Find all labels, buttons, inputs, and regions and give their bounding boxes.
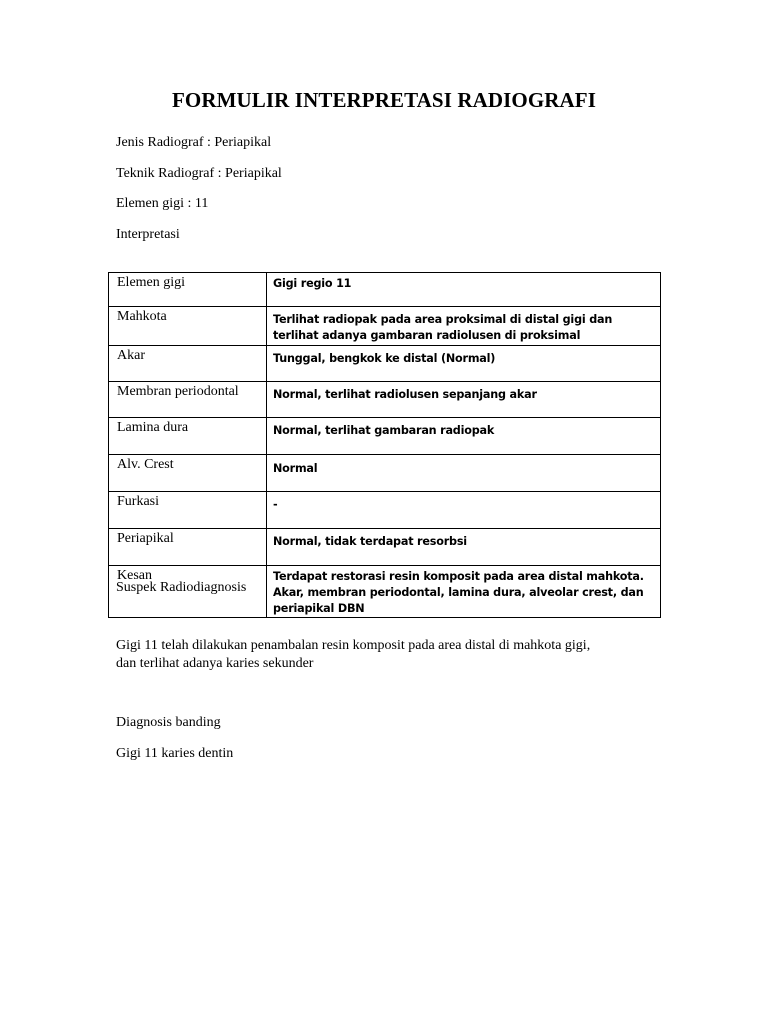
row-value: Terlihat radiopak pada area proksimal di distal gigi dan terlihat adanya gambaran radiolusen di proksimal — [267, 307, 661, 346]
row-value: Normal, tidak terdapat resorbsi — [267, 529, 661, 566]
elemen-gigi: Elemen gigi : 11 — [116, 196, 209, 211]
suspek-radiodiagnosis-heading: Suspek Radiodiagnosis — [116, 580, 247, 595]
row-value: Terdapat restorasi resin komposit pada area distal mahkota. Akar, membran periodontal, lamina dura, alveolar crest, dan periapikal DBN — [267, 566, 661, 618]
table-row — [109, 492, 661, 529]
row-label: Lamina dura — [109, 418, 267, 455]
row-value: Gigi regio 11 — [267, 273, 661, 307]
table-row — [109, 307, 661, 346]
row-label: Mahkota — [109, 307, 267, 346]
suspek-line-1: Gigi 11 telah dilakukan penambalan resin komposit pada area distal di mahkota gigi, — [116, 638, 591, 653]
row-value: Tunggal, bengkok ke distal (Normal) — [267, 346, 661, 382]
suspek-line-2: dan terlihat adanya karies sekunder — [116, 656, 314, 671]
document-title: FORMULIR INTERPRETASI RADIOGRAFI — [171, 88, 596, 112]
interpretation-table — [108, 272, 661, 618]
row-label: Furkasi — [109, 492, 267, 529]
jenis-radiograf: Jenis Radiograf : Periapikal — [116, 135, 272, 150]
row-label: Akar — [109, 346, 267, 382]
table-row — [109, 382, 661, 418]
diagnosis-banding-text: Gigi 11 karies dentin — [116, 746, 234, 761]
table-row — [109, 418, 661, 455]
interpretasi-heading: Interpretasi — [116, 227, 180, 242]
table-row — [109, 273, 661, 307]
row-label: Membran periodontal — [109, 382, 267, 418]
row-value: Normal — [267, 455, 661, 492]
row-value: Normal, terlihat gambaran radiopak — [267, 418, 661, 455]
row-label: Periapikal — [109, 529, 267, 566]
table-row — [109, 346, 661, 382]
diagnosis-banding-heading: Diagnosis banding — [116, 715, 221, 730]
teknik-radiograf: Teknik Radiograf : Periapikal — [116, 166, 282, 181]
row-value: Normal, terlihat radiolusen sepanjang akar — [267, 382, 661, 418]
row-label: Kesan — [109, 566, 267, 618]
table-row — [109, 529, 661, 566]
suspek-radiodiagnosis-text — [116, 637, 676, 673]
table-row — [109, 455, 661, 492]
row-value: - — [267, 492, 661, 529]
row-label: Alv. Crest — [109, 455, 267, 492]
row-label: Elemen gigi — [109, 273, 267, 307]
